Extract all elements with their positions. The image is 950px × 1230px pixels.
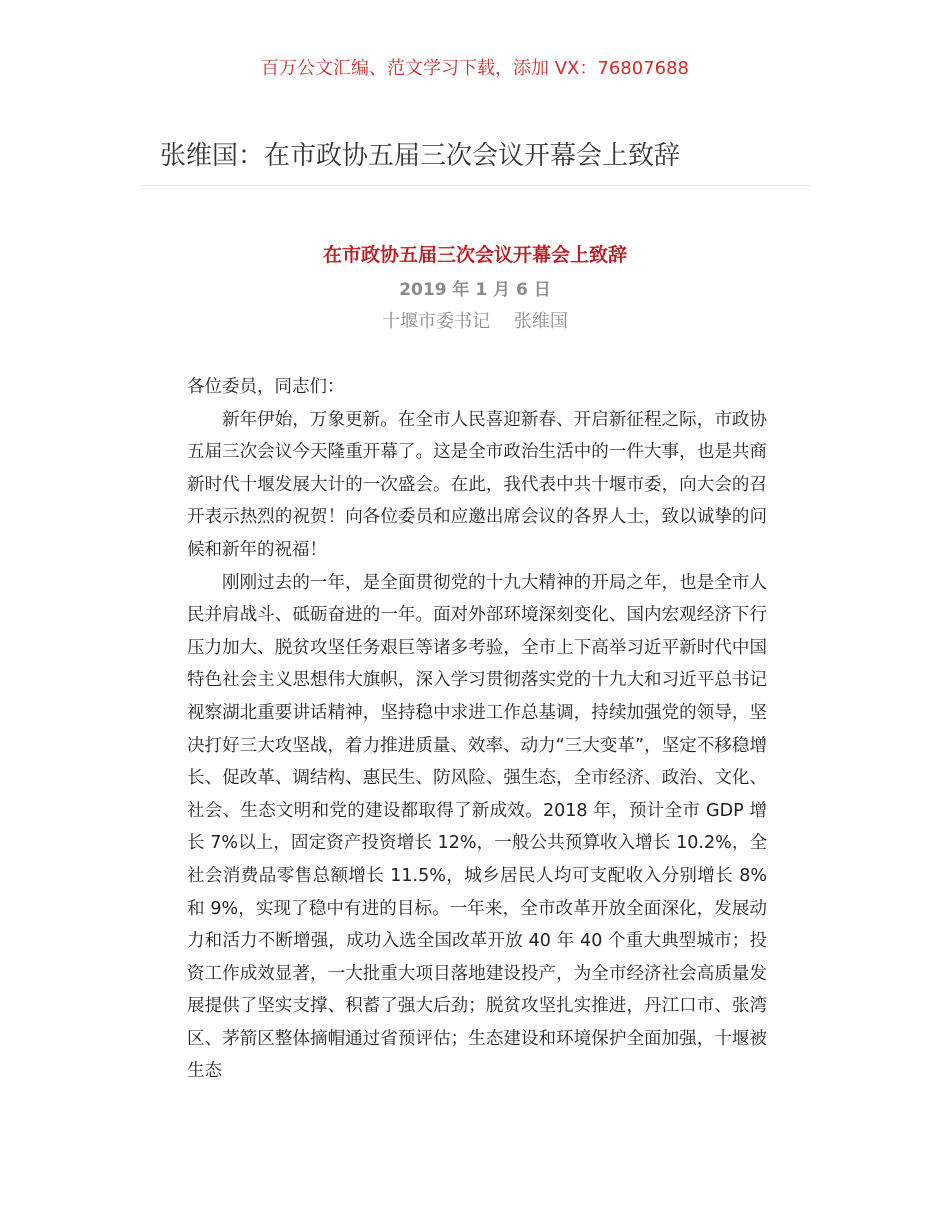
article-body [187, 371, 767, 1088]
paragraph: 新年伊始，万象更新。在全市人民喜迎新春、开启新征程之际，市政协五届三次会议今天隆重开幕了。这是全市政治生活中的一件大事，也是共商新时代十堰发展大计的一次盛会。在此，我代表中共十堰市委，向大会的召开表示热烈的祝贺！向各位委员和应邀出席会议的各界人士，致以诚挚的问候和新年的祝福！ [187, 409, 767, 560]
paragraph: 刚刚过去的一年，是全面贯彻党的十九大精神的开局之年，也是全市人民并肩战斗、砥砺奋进的一年。面对外部环境深刻变化、国内宏观经济下行压力加大、脱贫攻坚任务艰巨等诸多考验，全市上下高举习近平新时代中国特色社会主义思想伟大旗帜，深入学习贯彻落实党的十九大和习近平总书记视察湖北重要讲话精神，坚持稳中求进工作总基调，持续加强党的领导，坚决打好三大攻坚战，着力推进质量、效率、动力“三大变革”，坚定不移稳增长、促改革、调结构、惠民生、防风险、强生态，全市经济、政治、文化、社会、生态文明和党的建设都取得了新成效。2018 年，预计全市 GDP 增长 7%以上，固定资产投资增长 12%，一般公共预算收入增长 10.2%，全社会消费品零售总额增长 11.5%，城乡居民人均可支配收入分别增长 8%和 9%，实现了稳中有进的目标。一年来，全市改革开放全面深化，发展动力和活力不断增强，成功入选全国改革开放 40 年 40 个重大典型城市；投资工作成效显著，一大批重大项目落地建设投产，为全市经济社会高质量发展提供了坚实支撑、积蓄了强大后劲；脱贫攻坚扎实推进，丹江口市、张湾区、茅箭区整体摘帽通过省预评估；生态建设和环境保护全面加强，十堰被生态 [187, 572, 767, 1082]
salutation: 各位委员，同志们： [187, 377, 345, 397]
page-title: 张维国：在市政协五届三次会议开幕会上致辞 [160, 141, 681, 171]
article-author: 十堰市委书记 张维国 [382, 311, 568, 332]
title-divider [140, 185, 810, 186]
article-heading: 在市政协五届三次会议开幕会上致辞 [322, 244, 627, 266]
article-date: 2019 年 1 月 6 日 [399, 280, 551, 300]
promo-banner: 百万公文汇编、范文学习下载，添加 VX：76807688 [261, 58, 689, 79]
